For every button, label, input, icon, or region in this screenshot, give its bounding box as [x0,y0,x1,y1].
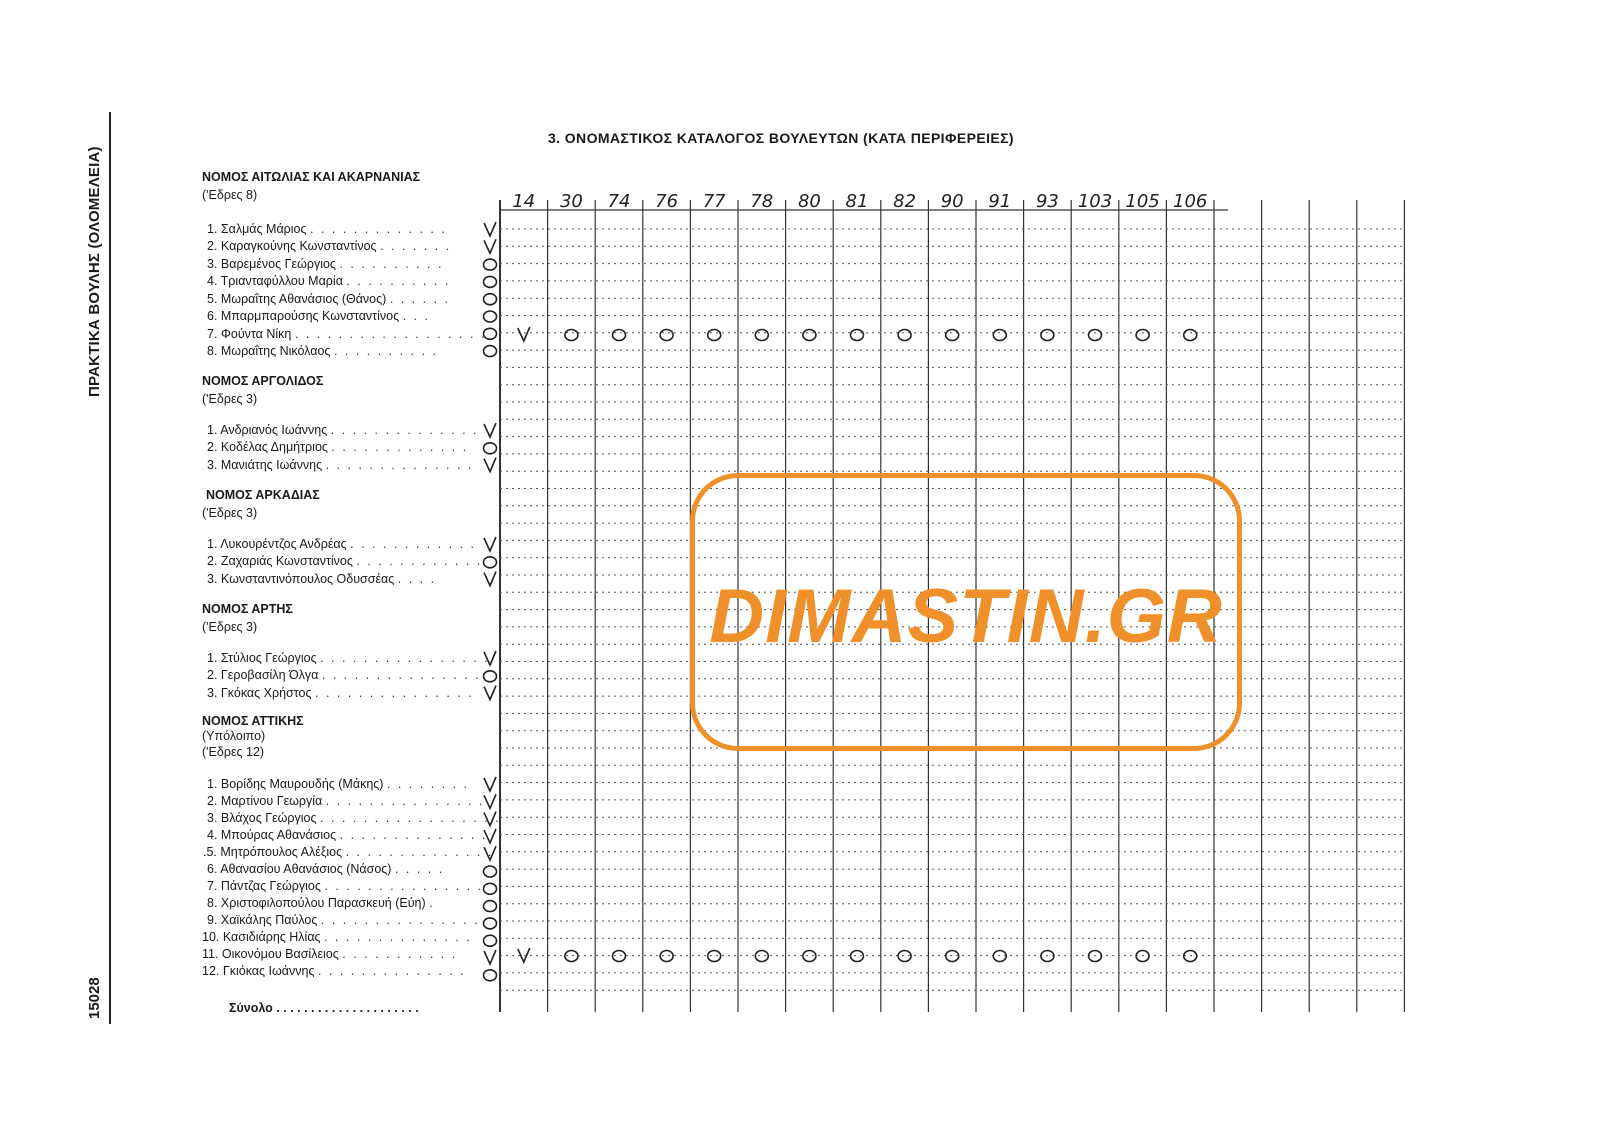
column-header: 91 [988,191,1012,212]
column-header: 76 [655,191,679,212]
column-header: 74 [607,191,631,212]
mark-circle [484,901,497,912]
prefecture-name: ΝΟΜΟΣ ΑΡΚΑΔΙΑΣ [206,488,320,502]
mark-circle [946,330,959,341]
mark-circle [484,557,497,568]
member-row: 3. Κωνσταντινόπουλος Οδυσσέας . . . . [207,572,437,586]
mark-check [518,948,530,962]
mark-circle [484,935,497,946]
member-row: 6. Μπαρμπαρούσης Κωνσταντίνος . . . [207,309,430,323]
prefecture-name: ΝΟΜΟΣ ΑΤΤΙΚΗΣ [202,714,304,728]
member-row: 2. Κοδέλας Δημήτριος . . . . . . . . . . . . . [207,440,469,454]
total-row: Σύνολο . . . . . . . . . . . . . . . . . . . . . [229,1001,419,1015]
mark-check [484,423,496,437]
member-row: 6. Αθανασίου Αθανάσιος (Νάσος) . . . . . [207,862,445,876]
member-row: 1. Λυκουρέντζος Ανδρέας . . . . . . . . . . . . [207,537,477,551]
mark-check [484,239,496,253]
watermark-stamp [690,473,1242,751]
mark-circle [1136,330,1149,341]
column-header: 80 [797,191,821,212]
mark-circle [484,443,497,454]
member-row: 7. Φούντα Νίκη . . . . . . . . . . . . . . . . . . [207,327,487,341]
column-headers [512,191,1207,212]
member-row: 3. Γκόκας Χρήστος . . . . . . . . . . . . . . . [207,686,474,700]
member-row: 8. Μωραΐτης Νικόλαος . . . . . . . . . . [207,344,438,358]
column-header: 77 [702,191,726,212]
mark-circle [484,671,497,682]
member-row: 10. Κασιδιάρης Ηλίας . . . . . . . . . . . . . . [202,930,472,944]
member-row: 3. Βαρεμένος Γεώργιος . . . . . . . . . . [207,257,444,271]
page-number: 15028 [86,977,103,1019]
mark-circle [484,294,497,305]
mark-circle [898,330,911,341]
mark-check [484,458,496,472]
mark-circle [484,346,497,357]
mark-circle [565,330,578,341]
member-row: 8. Χριστοφιλοπούλου Παρασκευή (Εύη) . [207,896,435,910]
member-row: 12. Γκιόκας Ιωάννης . . . . . . . . . . . . . . [202,964,466,978]
member-row: 4. Τριανταφύλλου Μαρία . . . . . . . . . . [207,274,451,288]
prefecture-seats: ('Εδρες 12) [202,745,265,759]
prefecture-name: ΝΟΜΟΣ ΑΙΤΩΛΙΑΣ ΚΑΙ ΑΚΑΡΝΑΝΙΑΣ [202,170,421,184]
document-title: 3. ΟΝΟΜΑΣΤΙΚΟΣ ΚΑΤΑΛΟΓΟΣ ΒΟΥΛΕΥΤΩΝ (ΚΑΤΑ ΠΕΡΙΦΕΡΕΙΕΣ) [548,130,1014,146]
member-row: 2. Καραγκούνης Κωνσταντίνος . . . . . . . [207,239,452,253]
member-row: 7. Πάντζας Γεώργιος . . . . . . . . . . . . . . . [207,879,484,893]
mark-circle [484,276,497,287]
column-header: 105 [1125,191,1160,212]
mark-circle [708,951,721,962]
mark-circle [660,330,673,341]
member-row: .5. Μητρόπουλος Αλέξιος . . . . . . . . . . . . . . [203,845,494,859]
mark-check [518,327,530,341]
column-header: 81 [845,191,869,212]
prefecture-seats: ('Εδρες 3) [202,620,258,634]
member-row: 9. Χαϊκάλης Παύλος . . . . . . . . . . . . . . . [207,913,480,927]
prefecture-name: ΝΟΜΟΣ ΑΡΓΟΛΙΔΟΣ [202,374,324,388]
column-header: 103 [1077,191,1113,212]
member-row: 11. Οικονόμου Βασίλειος . . . . . . . . . . . [202,947,458,961]
sidebar-title: ΠΡΑΚΤΙΚΑ ΒΟΥΛΗΣ (ΟΛΟΜΕΛΕΙΑ) [86,146,103,398]
member-row: 1. Στύλιος Γεώργιος . . . . . . . . . . . . . . . . [207,651,490,665]
mark-circle [484,970,497,981]
column-header: 106 [1173,191,1208,212]
mark-circle [851,330,864,341]
mark-circle [755,951,768,962]
member-row: 1. Βορίδης Μαυρουδής (Μάκης) . . . . . . . . [207,777,470,791]
mark-circle [1089,330,1102,341]
mark-circle [484,918,497,929]
prefecture-name: ΝΟΜΟΣ ΑΡΤΗΣ [202,602,293,616]
mark-circle [1184,330,1197,341]
column-header: 78 [750,191,774,212]
mark-circle [484,259,497,270]
mark-check [484,777,496,791]
mark-check [484,686,496,700]
mark-check [484,950,496,964]
mark-circle [993,330,1006,341]
member-row: 2. Γεροβασίλη Όλγα . . . . . . . . . . . . . . . [207,668,481,682]
mark-circle [1041,330,1054,341]
member-row: 2. Μαρτίνου Γεωργία . . . . . . . . . . . . . . . . [207,794,496,808]
mark-circle [708,330,721,341]
member-row: 4. Μπούρας Αθανάσιος . . . . . . . . . . . . . . [207,828,488,842]
member-row: 1. Ανδριανός Ιωάννης . . . . . . . . . . . . . . [207,423,479,437]
mark-circle [803,330,816,341]
column-header: 30 [559,191,583,212]
mark-circle [484,866,497,877]
prefecture-seats: ('Εδρες 3) [202,506,258,520]
member-row: 2. Ζαχαριάς Κωνσταντίνος . . . . . . . . . . . . [207,554,483,568]
mark-circle [755,330,768,341]
column-header: 14 [512,191,536,212]
mark-check [484,572,496,586]
member-row: 3. Μανιάτης Ιωάννης . . . . . . . . . . . . . . [207,458,474,472]
column-header: 93 [1035,191,1059,212]
member-row: 3. Βλάχος Γεώργιος . . . . . . . . . . . . . . . . . [207,811,501,825]
mark-check [484,222,496,236]
watermark-text: DIMASTIN.GR [709,574,1223,659]
column-header: 82 [893,191,917,212]
member-row: 5. Μωραΐτης Αθανάσιος (Θάνος) . . . . . . [207,292,451,306]
column-header: 90 [940,191,964,212]
mark-circle [484,311,497,322]
mark-circle [484,883,497,894]
prefecture-seats: ('Εδρες 3) [202,392,258,406]
prefecture-seats: ('Εδρες 8) [202,188,258,202]
member-row: 1. Σαλμάς Μάριος . . . . . . . . . . . . . [207,222,447,236]
mark-check [484,537,496,551]
prefecture-subname: (Υπόλοιπο) [202,729,266,743]
mark-circle [613,330,626,341]
